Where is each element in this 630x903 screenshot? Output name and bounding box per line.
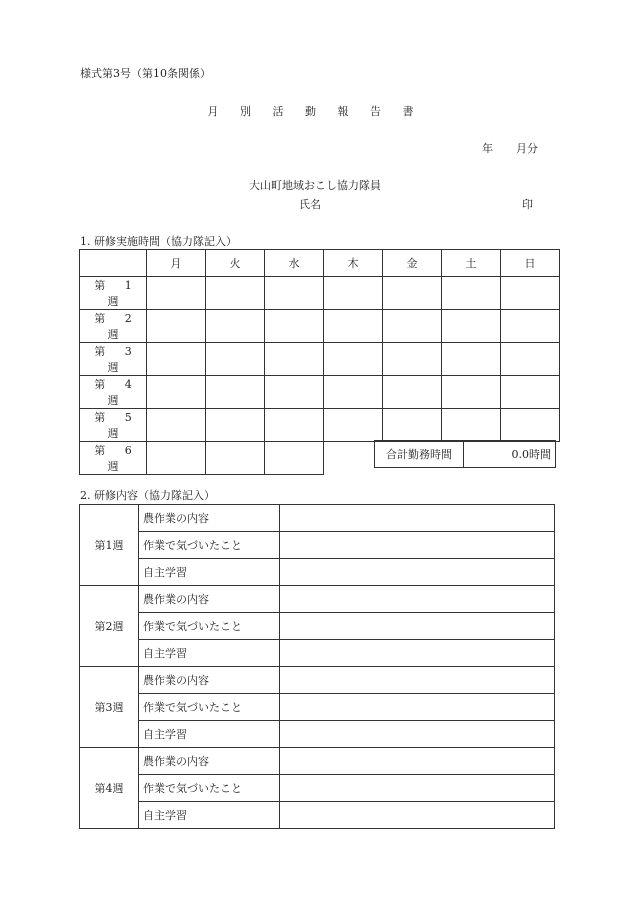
hours-cell[interactable] (147, 409, 206, 442)
item-label: 農作業の内容 (139, 748, 280, 775)
entry-cell[interactable] (280, 613, 555, 640)
total-hours-table (374, 440, 556, 468)
week-label: 第 5 週 (80, 409, 147, 442)
entry-cell[interactable] (280, 586, 555, 613)
hours-cell[interactable] (501, 310, 560, 343)
day-header: 日 (501, 250, 560, 277)
entry-cell[interactable] (280, 694, 555, 721)
hours-cell[interactable] (265, 442, 324, 475)
week-label: 第1週 (80, 505, 139, 586)
month-label: 月分 (516, 142, 538, 155)
hours-cell[interactable] (147, 442, 206, 475)
hours-cell[interactable] (501, 277, 560, 310)
table-row (80, 586, 555, 613)
item-label: 作業で気づいたこと (139, 775, 280, 802)
hours-header-row (80, 250, 560, 277)
total-hours-value[interactable]: 0.0時間 (464, 441, 556, 468)
entry-cell[interactable] (280, 559, 555, 586)
hours-cell[interactable] (147, 310, 206, 343)
hours-cell[interactable] (206, 343, 265, 376)
section1-heading: 1. 研修実施時間（協力隊記入） (80, 235, 237, 248)
entry-cell[interactable] (280, 802, 555, 829)
table-row (80, 667, 555, 694)
table-row (80, 640, 555, 667)
hours-cell[interactable] (206, 310, 265, 343)
item-label: 作業で気づいたこと (139, 694, 280, 721)
entry-cell[interactable] (280, 505, 555, 532)
hours-cell[interactable] (383, 310, 442, 343)
total-hours-label: 合計勤務時間 (375, 441, 464, 468)
week-label: 第2週 (80, 586, 139, 667)
week-label: 第 2 週 (80, 310, 147, 343)
document-title: 月 別 活 動 報 告 書 (207, 105, 423, 118)
hours-cell[interactable] (324, 409, 383, 442)
content-table (79, 504, 555, 829)
hours-cell[interactable] (206, 376, 265, 409)
hours-cell[interactable] (501, 409, 560, 442)
hours-cell[interactable] (265, 376, 324, 409)
item-label: 農作業の内容 (139, 586, 280, 613)
hours-cell[interactable] (383, 343, 442, 376)
week-label: 第4週 (80, 748, 139, 829)
entry-cell[interactable] (280, 667, 555, 694)
hours-cell[interactable] (147, 376, 206, 409)
table-row (80, 343, 560, 376)
entry-cell[interactable] (280, 640, 555, 667)
hours-cell[interactable] (324, 310, 383, 343)
table-row (80, 721, 555, 748)
hours-cell[interactable] (501, 343, 560, 376)
section2-heading: 2. 研修内容（協力隊記入） (80, 489, 215, 502)
table-row (80, 748, 555, 775)
hours-cell[interactable] (324, 277, 383, 310)
hours-cell[interactable] (383, 409, 442, 442)
item-label: 自主学習 (139, 802, 280, 829)
table-row (80, 277, 560, 310)
table-row (80, 694, 555, 721)
hours-cell[interactable] (206, 409, 265, 442)
hours-cell[interactable] (147, 343, 206, 376)
table-row (80, 559, 555, 586)
table-row (80, 532, 555, 559)
organization-name: 大山町地域おこし協力隊員 (249, 179, 381, 192)
week-label: 第3週 (80, 667, 139, 748)
table-row (80, 613, 555, 640)
entry-cell[interactable] (280, 721, 555, 748)
day-header: 金 (383, 250, 442, 277)
week-label: 第 4 週 (80, 376, 147, 409)
item-label: 作業で気づいたこと (139, 613, 280, 640)
hours-cell[interactable] (265, 310, 324, 343)
hours-cell[interactable] (324, 343, 383, 376)
day-header: 土 (442, 250, 501, 277)
corner-cell (80, 250, 147, 277)
table-row (80, 409, 560, 442)
table-row (80, 802, 555, 829)
hours-cell[interactable] (442, 310, 501, 343)
name-label: 氏名 (299, 198, 321, 211)
week-label: 第 6 週 (80, 442, 147, 475)
item-label: 自主学習 (139, 640, 280, 667)
hours-cell[interactable] (324, 376, 383, 409)
table-row (375, 441, 556, 468)
entry-cell[interactable] (280, 748, 555, 775)
year-label: 年 (482, 142, 493, 155)
table-row (80, 505, 555, 532)
seal-label: 印 (522, 198, 533, 211)
table-row (80, 376, 560, 409)
hours-cell[interactable] (265, 409, 324, 442)
hours-cell[interactable] (206, 277, 265, 310)
entry-cell[interactable] (280, 775, 555, 802)
entry-cell[interactable] (280, 532, 555, 559)
item-label: 農作業の内容 (139, 667, 280, 694)
week-label: 第 3 週 (80, 343, 147, 376)
day-header: 木 (324, 250, 383, 277)
form-number: 様式第3号（第10条関係） (80, 67, 211, 80)
hours-cell[interactable] (265, 277, 324, 310)
day-header: 水 (265, 250, 324, 277)
hours-cell[interactable] (147, 277, 206, 310)
table-row (80, 775, 555, 802)
hours-cell[interactable] (442, 277, 501, 310)
item-label: 自主学習 (139, 559, 280, 586)
day-header: 月 (147, 250, 206, 277)
hours-cell[interactable] (442, 409, 501, 442)
day-header: 火 (206, 250, 265, 277)
hours-cell[interactable] (442, 343, 501, 376)
table-row (80, 310, 560, 343)
hours-cell[interactable] (383, 277, 442, 310)
hours-cell[interactable] (442, 376, 501, 409)
hours-cell[interactable] (265, 343, 324, 376)
hours-cell[interactable] (383, 376, 442, 409)
hours-cell[interactable] (206, 442, 265, 475)
week-label: 第 1 週 (80, 277, 147, 310)
item-label: 自主学習 (139, 721, 280, 748)
item-label: 農作業の内容 (139, 505, 280, 532)
hours-cell[interactable] (501, 376, 560, 409)
item-label: 作業で気づいたこと (139, 532, 280, 559)
